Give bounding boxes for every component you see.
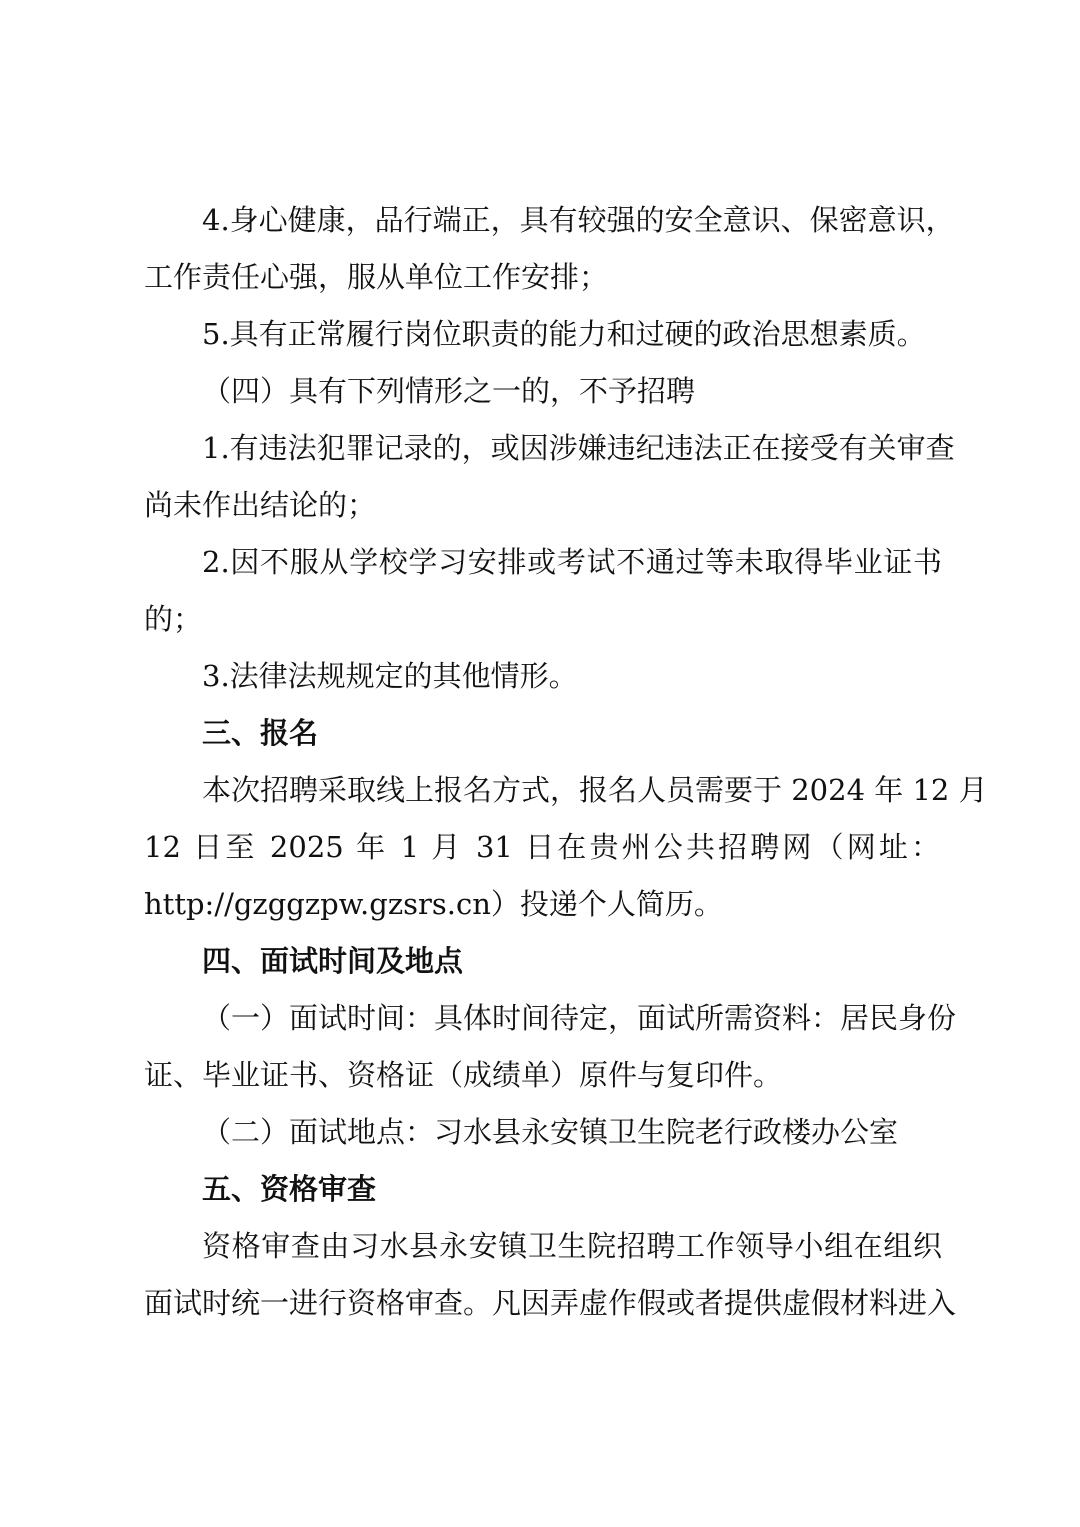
section-heading: 三、报名	[202, 716, 319, 750]
paragraph-line: （二）面试地点：习水县永安镇卫生院老行政楼办公室	[202, 1115, 899, 1149]
paragraph-line: 工作责任心强，服从单位工作安排；	[144, 260, 609, 294]
paragraph-line: 3.法律法规规定的其他情形。	[202, 659, 578, 693]
subsection-heading: （四）具有下列情形之一的，不予招聘	[202, 374, 696, 408]
section-heading: 四、面试时间及地点	[202, 944, 464, 978]
paragraph-line: 本次招聘采取线上报名方式，报名人员需要于 2024 年 12 月	[202, 773, 988, 807]
paragraph-line: 面试时统一进行资格审查。凡因弄虚作假或者提供虚假材料进入	[144, 1286, 957, 1320]
paragraph-line: 证、毕业证书、资格证（成绩单）原件与复印件。	[144, 1058, 783, 1092]
paragraph-line: 尚未作出结论的；	[144, 488, 377, 522]
paragraph-line: 的；	[144, 602, 203, 636]
paragraph-line: http://gzggzpw.gzsrs.cn）投递个人简历。	[144, 887, 723, 921]
paragraph-line: 12 日至 2025 年 1 月 31 日在贵州公共招聘网（网址：	[144, 830, 940, 864]
paragraph-line: 资格审查由习水县永安镇卫生院招聘工作领导小组在组织	[202, 1229, 942, 1263]
paragraph-line: 2.因不服从学校学习安排或考试不通过等未取得毕业证书	[202, 545, 942, 579]
paragraph-line: 4.身心健康，品行端正，具有较强的安全意识、保密意识，	[202, 203, 955, 237]
paragraph-line: （一）面试时间：具体时间待定，面试所需资料：居民身份	[202, 1001, 957, 1035]
paragraph-line: 5.具有正常履行岗位职责的能力和过硬的政治思想素质。	[202, 317, 926, 351]
paragraph-line: 1.有违法犯罪记录的，或因涉嫌违纪违法正在接受有关审查	[202, 431, 955, 465]
section-heading: 五、资格审查	[202, 1172, 377, 1206]
